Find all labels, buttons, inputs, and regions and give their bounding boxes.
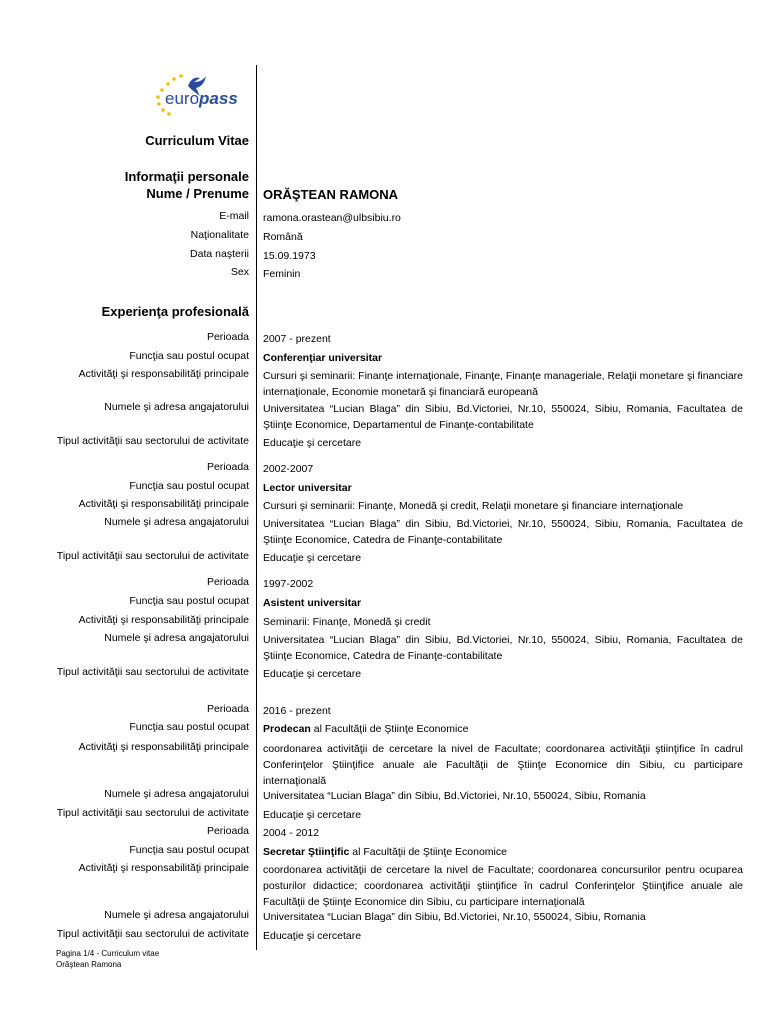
employer-value: Universitatea “Lucian Blaga” din Sibiu, Bd.Victoriei, Nr.10, 550024, Sibiu, Romania, Facultatea de Ştiinţe Economice, Departamentul de Finanţe-contabilitate	[263, 403, 743, 431]
activities-value: coordonarea activităţii de cercetare la nivel de Facultate; coordonarea activităţii ştiinţifice în cadrul Conferinţelor Ştiinţifice anuale ale Facultăţii de Ştiinţe Economice din Sibiu, cu participare internaţională	[263, 743, 743, 787]
activities-label: Activităţi şi responsabilităţi principale	[78, 741, 249, 753]
activities-label: Activităţi şi responsabilităţi principale	[78, 862, 249, 874]
period-label: Perioada	[206, 576, 249, 588]
activities-value: Cursuri şi seminarii: Finanţe internaţionale, Finanţe, Finanţe manageriale, Relaţii monetare şi financiare internaţionale, Economie monetară şi financiară europeană	[263, 370, 743, 398]
personal-field-value: Română	[263, 231, 303, 243]
employer-value: Universitatea “Lucian Blaga” din Sibiu, Bd.Victoriei, Nr.10, 550024, Sibiu, Romania	[263, 790, 646, 802]
activities-label: Activităţi şi responsabilităţi principale	[78, 368, 249, 380]
position-value	[263, 595, 743, 611]
employer-value: Universitatea “Lucian Blaga” din Sibiu, Bd.Victoriei, Nr.10, 550024, Sibiu, Romania, Facultatea de Ştiinţe Economice, Catedra de Finanţe-contabilitate	[263, 518, 743, 546]
position-value	[263, 480, 743, 496]
employer-value: Universitatea “Lucian Blaga” din Sibiu, Bd.Victoriei, Nr.10, 550024, Sibiu, Romania, Facultatea de Ştiinţe Economice, Catedra de Finanţe-contabilitate	[263, 634, 743, 662]
activities-label: Activităţi şi responsabilităţi principale	[78, 498, 249, 510]
personal-field-label: Naţionalitate	[190, 229, 249, 241]
personal-field-label: Sex	[230, 266, 249, 278]
personal-field-value: 15.09.1973	[263, 250, 316, 262]
position-qualifier: al Facultăţii de Ştiinţe Economice	[310, 723, 469, 735]
sector-label: Tipul activităţii sau sectorului de activitate	[56, 928, 249, 940]
position-qualifier: al Facultăţii de Ştiinţe Economice	[349, 846, 507, 858]
europass-wordmark: europass	[165, 89, 238, 108]
period-value: 2007 - prezent	[263, 333, 331, 345]
period-value: 1997-2002	[263, 578, 314, 590]
position-value	[263, 844, 743, 860]
employer-label: Numele şi adresa angajatorului	[104, 632, 249, 644]
footer-name: Orăştean Ramona	[56, 960, 122, 969]
position-label: Funcţia sau postul ocupat	[129, 844, 249, 856]
period-label: Perioada	[206, 825, 249, 837]
column-divider	[256, 65, 257, 950]
sector-label: Tipul activităţii sau sectorului de activitate	[56, 666, 249, 678]
name-label: Nume / Prenume	[146, 186, 249, 201]
activities-label: Activităţi şi responsabilităţi principale	[78, 614, 249, 626]
activities-value: Cursuri şi seminarii: Finanţe, Monedă şi credit, Relaţii monetare şi financiare internaţionale	[263, 500, 684, 512]
position-title: Conferenţiar universitar	[263, 352, 383, 364]
experience-heading: Experienţa profesională	[101, 304, 249, 319]
period-label: Perioada	[206, 703, 249, 715]
personal-field-value: ramona.orastean@ulbsibiu.ro	[263, 212, 401, 224]
activities-value: coordonarea activităţii de cercetare la nivel de Facultate; coordonarea concursurilor pentru ocuparea posturilor didactice; coordonarea activităţii ştiinţifice în cadrul Conferinţelor Ştiinţifice anuale ale Facultăţii de Ştiinţe Economice din Sibiu, cu participare internaţională	[263, 864, 743, 908]
sector-value: Educaţie şi cercetare	[263, 809, 362, 821]
position-title: Secretar Ştiinţific	[263, 846, 350, 858]
period-value: 2004 - 2012	[263, 827, 320, 839]
personal-field-value: Feminin	[263, 268, 301, 280]
cv-title: Curriculum Vitae	[145, 133, 249, 148]
position-title: Lector universitar	[263, 482, 352, 494]
personal-field-label: E-mail	[219, 210, 249, 222]
sector-label: Tipul activităţii sau sectorului de activitate	[56, 435, 249, 447]
sector-value: Educaţie şi cercetare	[263, 437, 362, 449]
period-value: 2002-2007	[263, 463, 314, 475]
period-label: Perioada	[206, 461, 249, 473]
employer-value: Universitatea “Lucian Blaga” din Sibiu, Bd.Victoriei, Nr.10, 550024, Sibiu, Romania	[263, 911, 646, 923]
activities-value: Seminarii: Finanţe, Monedă şi credit	[263, 616, 431, 628]
employer-label: Numele şi adresa angajatorului	[104, 909, 249, 921]
sector-label: Tipul activităţii sau sectorului de activitate	[56, 807, 249, 819]
position-title: Prodecan	[263, 723, 311, 735]
position-label: Funcţia sau postul ocupat	[129, 480, 249, 492]
footer-page: Pagina 1/4 - Curriculum vitae	[56, 949, 160, 958]
employer-label: Numele şi adresa angajatorului	[104, 788, 249, 800]
period-value: 2016 - prezent	[263, 705, 331, 717]
sector-value: Educaţie şi cercetare	[263, 930, 362, 942]
position-value	[263, 350, 743, 366]
personal-info-heading: Informaţii personale	[124, 169, 249, 184]
position-value	[263, 721, 743, 737]
employer-label: Numele şi adresa angajatorului	[104, 401, 249, 413]
employer-label: Numele şi adresa angajatorului	[104, 516, 249, 528]
position-label: Funcţia sau postul ocupat	[129, 721, 249, 733]
period-label: Perioada	[206, 331, 249, 343]
position-title: Asistent universitar	[263, 597, 362, 609]
sector-label: Tipul activităţii sau sectorului de activitate	[56, 550, 249, 562]
sector-value: Educaţie şi cercetare	[263, 552, 362, 564]
position-label: Funcţia sau postul ocupat	[129, 595, 249, 607]
sector-value: Educaţie şi cercetare	[263, 668, 362, 680]
position-label: Funcţia sau postul ocupat	[129, 350, 249, 362]
personal-field-label: Data naşterii	[190, 248, 249, 260]
person-name: ORĂŞTEAN RAMONA	[263, 187, 399, 202]
